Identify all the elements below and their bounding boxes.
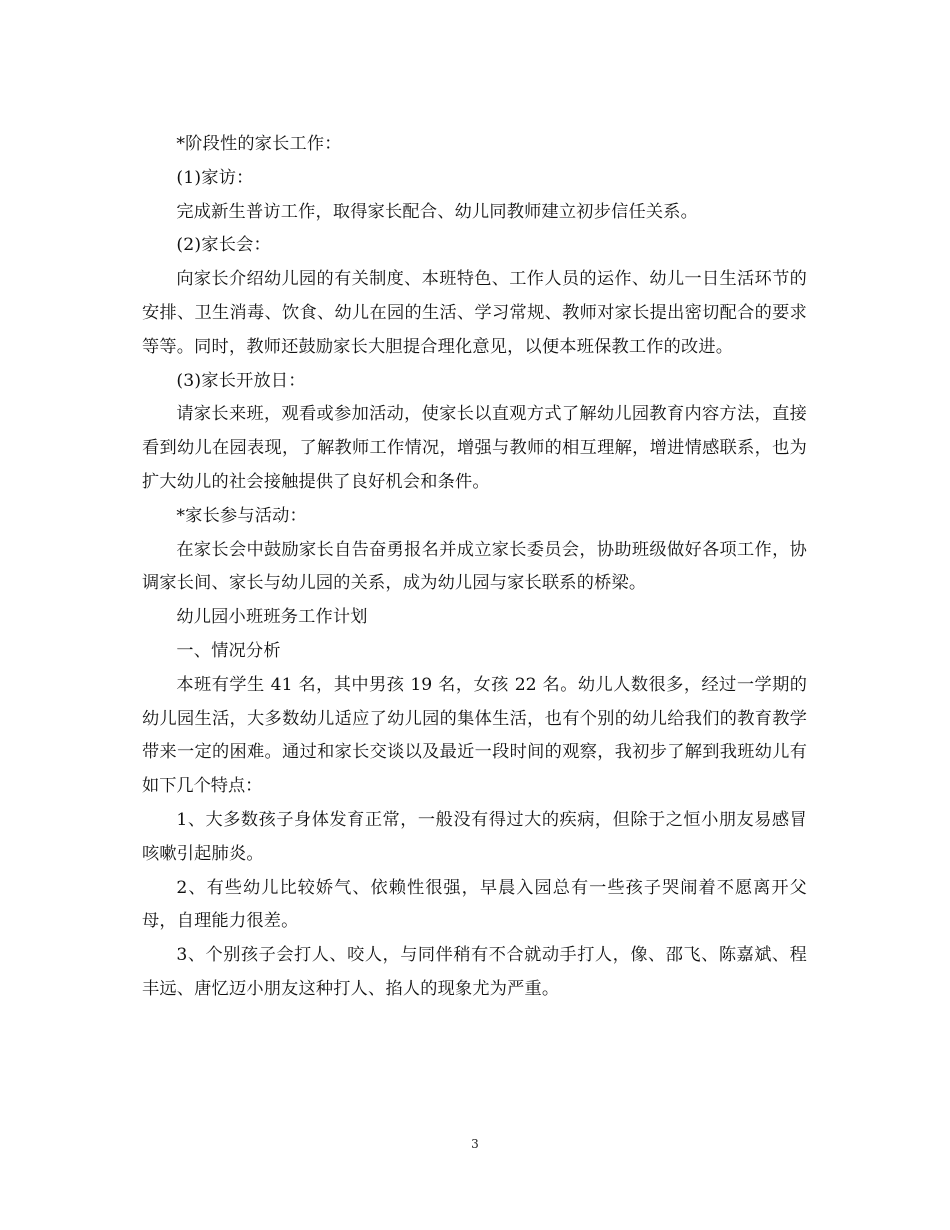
list-item: 3、个别孩子会打人、咬人，与同伴稍有不合就动手打人，像、邵飞、陈嘉斌、程丰远、唐忆迈小朋友这种打人、掐人的现象尤为严重。 xyxy=(142,945,807,999)
page-number: 3 xyxy=(471,1137,479,1151)
paragraph: 完成新生普访工作，取得家长配合、幼儿同教师建立初步信任关系。 xyxy=(176,201,699,222)
paragraph: 向家长介绍幼儿园的有关制度、本班特色、工作人员的运作、幼儿一日生活环节的安排、卫生消毒、饮食、幼儿在园的生活、学习常规、教师对家长提出密切配合的要求等等。同时，教师还鼓励家长大胆提合理化意见，以便本班保教工作的改进。 xyxy=(142,269,807,357)
document-body xyxy=(142,128,807,1007)
list-item: 2、有些幼儿比较娇气、依赖性很强，早晨入园总有一些孩子哭闹着不愿离开父母，自理能力很差。 xyxy=(142,877,807,932)
subheading: (2)家长会： xyxy=(176,235,271,256)
paragraph: 请家长来班，观看或参加活动，使家长以直观方式了解幼儿园教育内容方法，直接看到幼儿在园表现，了解教师工作情况，增强与教师的相互理解，增进情感联系，也为扩大幼儿的社会接触提供了良好机会和条件。 xyxy=(142,404,807,492)
subheading: (3)家长开放日： xyxy=(176,370,306,391)
paragraph: 在家长会中鼓励家长自告奋勇报名并成立家长委员会，协助班级做好各项工作，协调家长间、家长与幼儿园的关系，成为幼儿园与家长联系的桥梁。 xyxy=(142,539,807,594)
document-title: 幼儿园小班班务工作计划 xyxy=(176,607,368,628)
paragraph: 本班有学生 41 名，其中男孩 19 名，女孩 22 名。幼儿人数很多，经过一学期的幼儿园生活，大多数幼儿适应了幼儿园的集体生活，也有个别的幼儿给我们的教育教学带来一定的困难。通过和家长交谈以及最近一段时间的观察，我初步了解到我班幼儿有如下几个特点： xyxy=(142,674,807,797)
section-heading: *阶段性的家长工作： xyxy=(176,134,342,154)
list-item: 1、大多数孩子身体发育正常，一般没有得过大的疾病，但除于之恒小朋友易感冒咳嗽引起肺炎。 xyxy=(142,809,807,864)
subheading: (1)家访： xyxy=(176,167,254,188)
section-heading: *家长参与活动： xyxy=(176,505,307,526)
section-heading: 一、情况分析 xyxy=(176,640,281,661)
